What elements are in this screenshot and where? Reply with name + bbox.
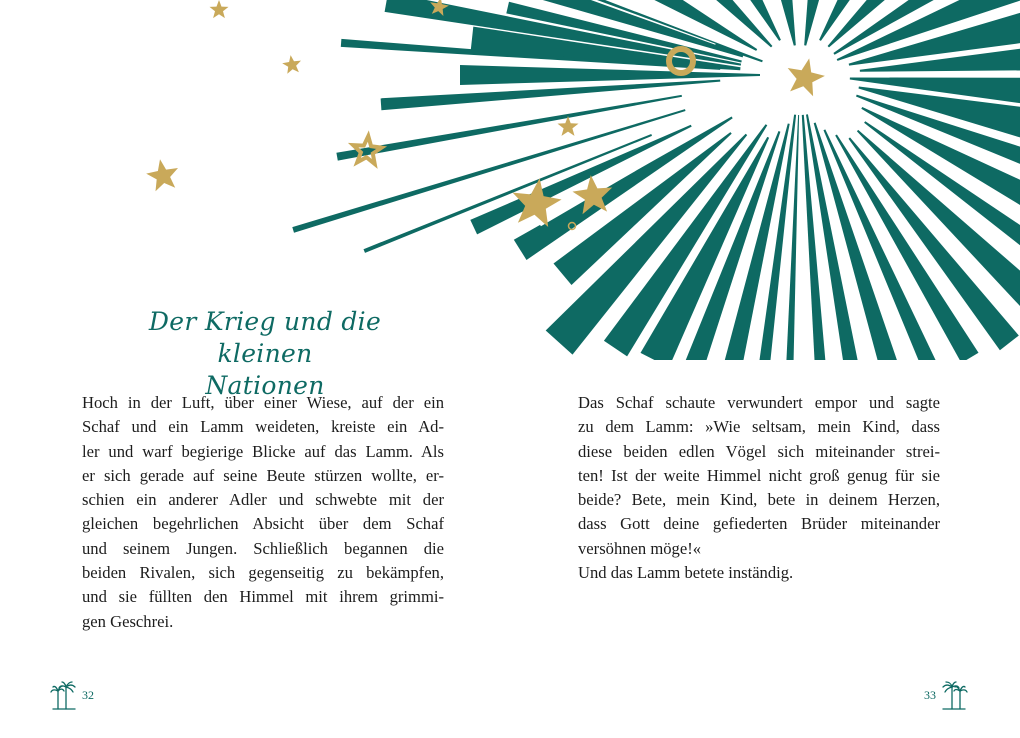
- text-line: beiden Rivalen, sich gegenseitig zu bekämpfen,: [82, 563, 444, 583]
- story-title: [100, 306, 430, 402]
- story-title-line1: Der Krieg und die kleinen: [148, 307, 382, 368]
- text-line: und sie füllten den Himmel mit ihrem grimmi-: [82, 587, 444, 607]
- text-line: er sich gerade auf seine Beute stürzen wollte, er-: [82, 465, 444, 485]
- text-line: schien ein anderer Adler und schwebte mit der: [82, 490, 444, 510]
- burst-ray: [381, 80, 721, 111]
- paragraph: [578, 561, 940, 585]
- text-line: versöhnen möge!«: [578, 538, 702, 558]
- palm-tree-icon: [50, 680, 78, 710]
- text-line: ler und warf begierige Blicke auf das Lamm. Als: [82, 441, 444, 461]
- text-line: Schaf und ein Lamm weideten, kreiste ein Ad-: [82, 417, 444, 437]
- text-line: gen Geschrei.: [82, 611, 174, 631]
- burst-ray: [804, 0, 831, 46]
- palm-tree-icon: [940, 680, 968, 710]
- paragraph: [82, 391, 444, 634]
- story-title-line2: Nationen: [205, 371, 325, 400]
- text-line: dass Gott deine gefiederten Brüder miteinander: [578, 514, 940, 534]
- star-icon: [788, 58, 825, 96]
- left-page-text: [82, 391, 444, 634]
- paragraph: [578, 391, 940, 561]
- right-page-text: [578, 391, 940, 585]
- text-line: gleichen begehrlichen Absicht über dem Schaf: [82, 514, 444, 534]
- text-line: Und das Lamm betete inständig.: [578, 563, 794, 583]
- page-number: 32: [82, 687, 94, 702]
- text-line: ten! Ist der weite Himmel nicht groß genug für sie: [578, 465, 940, 485]
- text-line: Hoch in der Luft, über einer Wiese, auf der ein: [82, 393, 444, 412]
- burst-ray: [769, 0, 796, 46]
- page-footer-right: [924, 680, 968, 710]
- text-line: und seinem Jungen. Schließlich begannen die: [82, 538, 444, 558]
- star-icon: [282, 55, 301, 74]
- text-line: zu dem Lamm: »Wie seltsam, mein Kind, dass: [578, 417, 940, 437]
- page-footer-left: [50, 680, 94, 710]
- star-icon: [210, 0, 229, 18]
- text-line: beide? Bete, mein Kind, bete in deinem Herzen,: [578, 490, 940, 510]
- text-line: Das Schaf schaute verwundert empor und sagte: [578, 393, 940, 412]
- page-number: 33: [924, 687, 936, 702]
- star-icon: [146, 159, 178, 191]
- text-line: diese beiden edlen Vögel sich miteinander strei-: [578, 441, 940, 461]
